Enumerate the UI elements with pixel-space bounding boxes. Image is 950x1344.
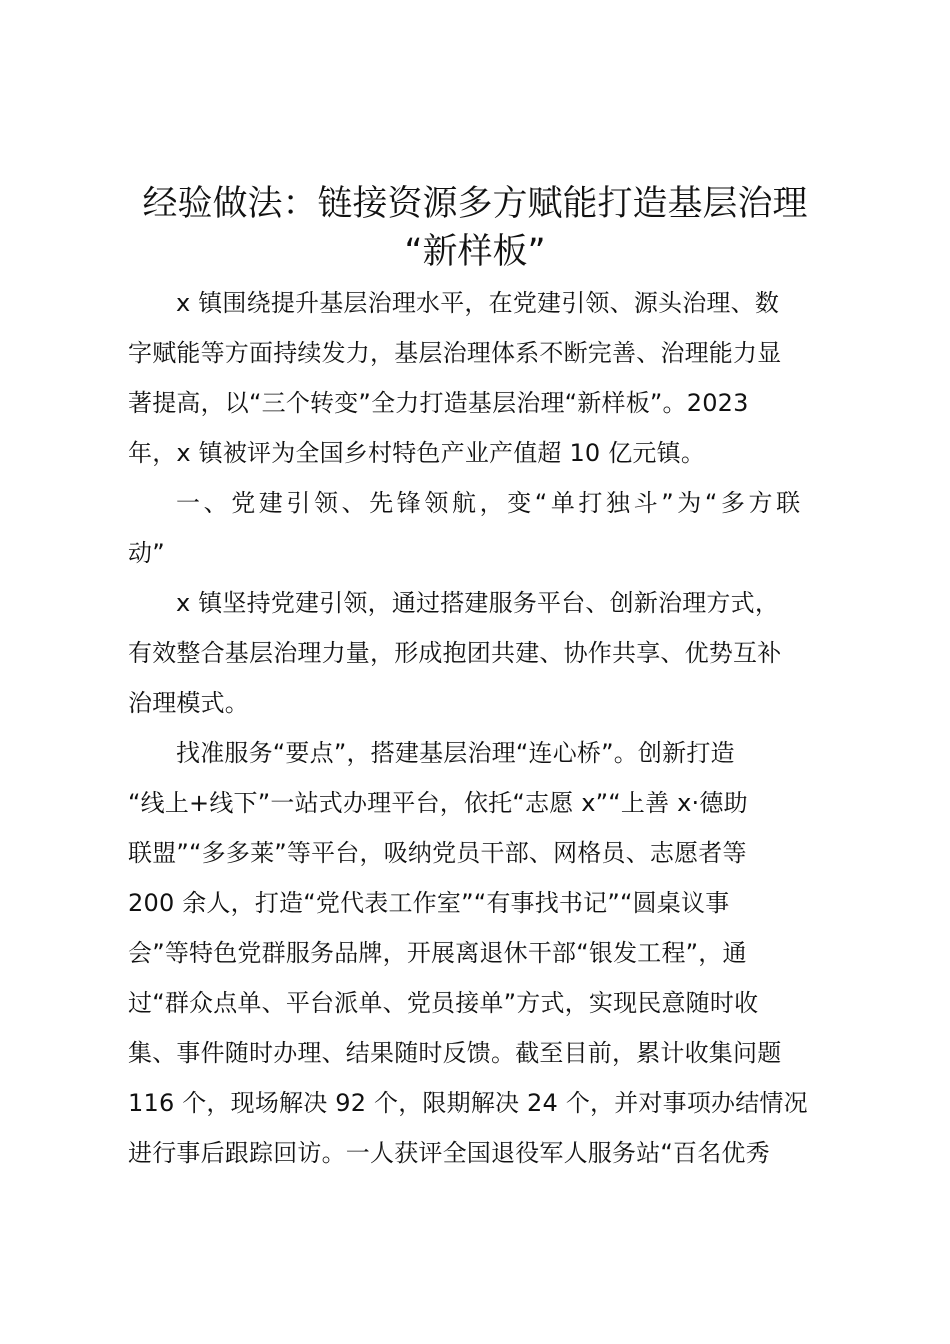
paragraph-4-line-9: 进行事后跟踪回访。一人获评全国退役军人服务站“百名优秀 [128,1139,770,1167]
document-title [100,180,850,276]
paragraph-1-line-4: 年，x 镇被评为全国乡村特色产业产值超 10 亿元镇。 [128,439,706,467]
paragraph-4-line-5: 会”等特色党群服务品牌，开展离退休干部“银发工程”，通 [128,939,747,967]
paragraph-4-line-7: 集、事件随时办理、结果随时反馈。截至目前，累计收集问题 [128,1039,782,1067]
paragraph-4-line-2: “线上+线下”一站式办理平台，依托“志愿 x”“上善 x·德助 [128,789,748,817]
section-heading-line-1: 一、党建引领、先锋领航，变“单打独斗”为“多方联 [176,489,804,517]
title-line-1: 经验做法：链接资源多方赋能打造基层治理 [142,184,808,224]
paragraph-4-line-4: 200 余人，打造“党代表工作室”“有事找书记”“圆桌议事 [128,889,730,917]
paragraph-3-line-2: 有效整合基层治理力量，形成抱团共建、协作共享、优势互补 [128,639,782,667]
section-heading-line-2: 动” [128,539,165,567]
paragraph-4-line-6: 过“群众点单、平台派单、党员接单”方式，实现民意随时收 [128,989,759,1017]
paragraph-1-line-1: x 镇围绕提升基层治理水平，在党建引领、源头治理、数 [176,289,780,317]
paragraph-4-line-8: 116 个，现场解决 92 个，限期解决 24 个，并对事项办结情况 [128,1089,808,1117]
paragraph-1-line-2: 字赋能等方面持续发力，基层治理体系不断完善、治理能力显 [128,339,782,367]
paragraph-3-line-3: 治理模式。 [128,689,249,717]
paragraph-3-line-1: x 镇坚持党建引领，通过搭建服务平台、创新治理方式， [176,589,780,617]
title-line-2: “新样板” [404,232,546,272]
paragraph-4-line-1: 找准服务“要点”，搭建基层治理“连心桥”。创新打造 [176,739,735,767]
paragraph-4-line-3: 联盟”“多多莱”等平台，吸纳党员干部、网格员、志愿者等 [128,839,747,867]
paragraph-1-line-3: 著提高，以“三个转变”全力打造基层治理“新样板”。2023 [128,389,749,417]
